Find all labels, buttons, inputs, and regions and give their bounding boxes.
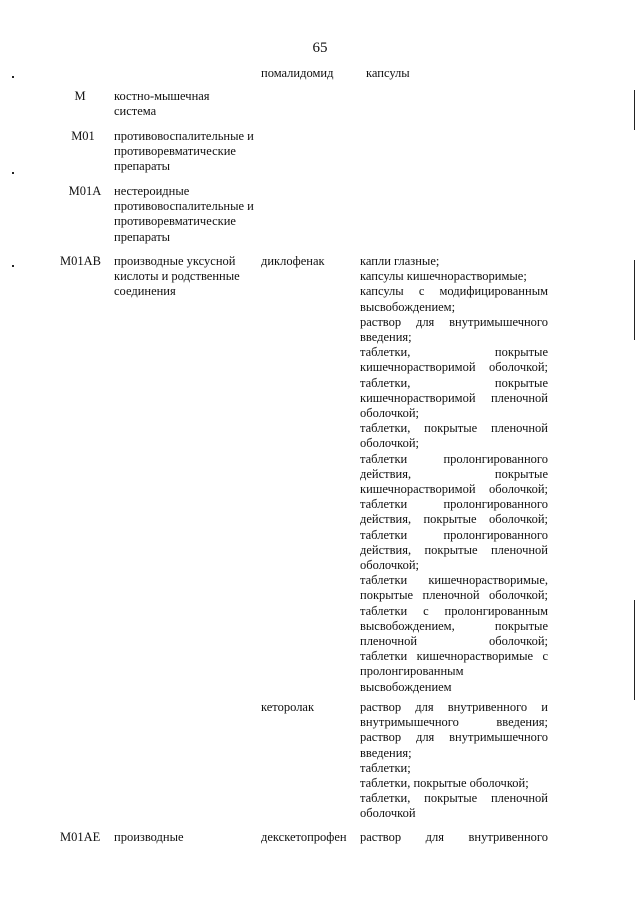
scan-edge-line: [634, 260, 635, 340]
atc-code: M01AE: [60, 830, 101, 844]
atc-code: M: [74, 89, 86, 103]
atc-code: M01: [71, 129, 95, 143]
drug-name: помалидомид: [261, 66, 334, 80]
dosage-form: раствор для внутривенного: [360, 830, 548, 844]
dosage-forms: [366, 66, 554, 81]
drug-name: диклофенак: [261, 254, 325, 268]
dosage-form: таблетки, покрытые кишечнорастворимой оболочкой;: [360, 345, 548, 375]
dosage-form: таблетки пролонгированного действия, покрытые пленочной оболочкой;: [360, 527, 548, 573]
dosage-form: капли глазные;: [360, 254, 440, 268]
dosage-form: таблетки кишечнорастворимые, покрытые пленочной оболочкой;: [360, 573, 548, 603]
dosage-form: таблетки, покрытые пленочной оболочкой: [360, 791, 548, 821]
dosage-forms: [360, 700, 548, 822]
dosage-form: капсулы: [366, 66, 410, 80]
dosage-form: таблетки пролонгированного действия, покрытые оболочкой;: [360, 497, 548, 527]
atc-group: производные уксусной кислоты и родственные соединения: [114, 254, 240, 299]
dosage-form: таблетки пролонгированного действия, покрытые кишечнорастворимой оболочкой;: [360, 451, 548, 497]
atc-group: противовоспалительные и противоревматические препараты: [114, 129, 254, 174]
dosage-form: капсулы с модифицированным высвобождением;: [360, 284, 548, 314]
dosage-form: таблетки с пролонгированным высвобождением, покрытые пленочной оболочкой;: [360, 603, 548, 649]
atc-code: M01AB: [60, 254, 101, 268]
dosage-form: таблетки, покрытые пленочной оболочкой;: [360, 421, 548, 451]
dosage-form: капсулы кишечнорастворимые;: [360, 269, 527, 284]
dosage-form: раствор для внутривенного и внутримышечного введения;: [360, 700, 548, 730]
dosage-forms: [360, 254, 548, 695]
scan-edge-line: [634, 600, 635, 700]
dosage-form: раствор для внутримышечного введения;: [360, 730, 548, 760]
scan-edge-line: [634, 90, 635, 130]
scan-artifact: [12, 265, 14, 267]
dosage-form: таблетки, покрытые оболочкой;: [360, 776, 529, 791]
atc-group: костно-мышечная система: [114, 89, 210, 119]
dosage-form: таблетки кишечнорастворимые с пролонгированным высвобождением: [360, 649, 548, 694]
drug-name: декскетопрофен: [261, 830, 347, 844]
page-number: 65: [312, 40, 328, 56]
atc-group: производные: [114, 830, 184, 844]
dosage-forms: [360, 830, 548, 845]
drug-name: кеторолак: [261, 700, 315, 714]
dosage-form: таблетки, покрытые кишечнорастворимой пленочной оболочкой;: [360, 375, 548, 421]
scan-artifact: [12, 76, 14, 78]
scan-artifact: [12, 172, 14, 174]
dosage-form: таблетки;: [360, 760, 411, 775]
atc-code: M01A: [68, 184, 102, 198]
dosage-form: раствор для внутримышечного введения;: [360, 314, 548, 345]
atc-group: нестероидные противовоспалительные и противоревматические препараты: [114, 184, 254, 244]
